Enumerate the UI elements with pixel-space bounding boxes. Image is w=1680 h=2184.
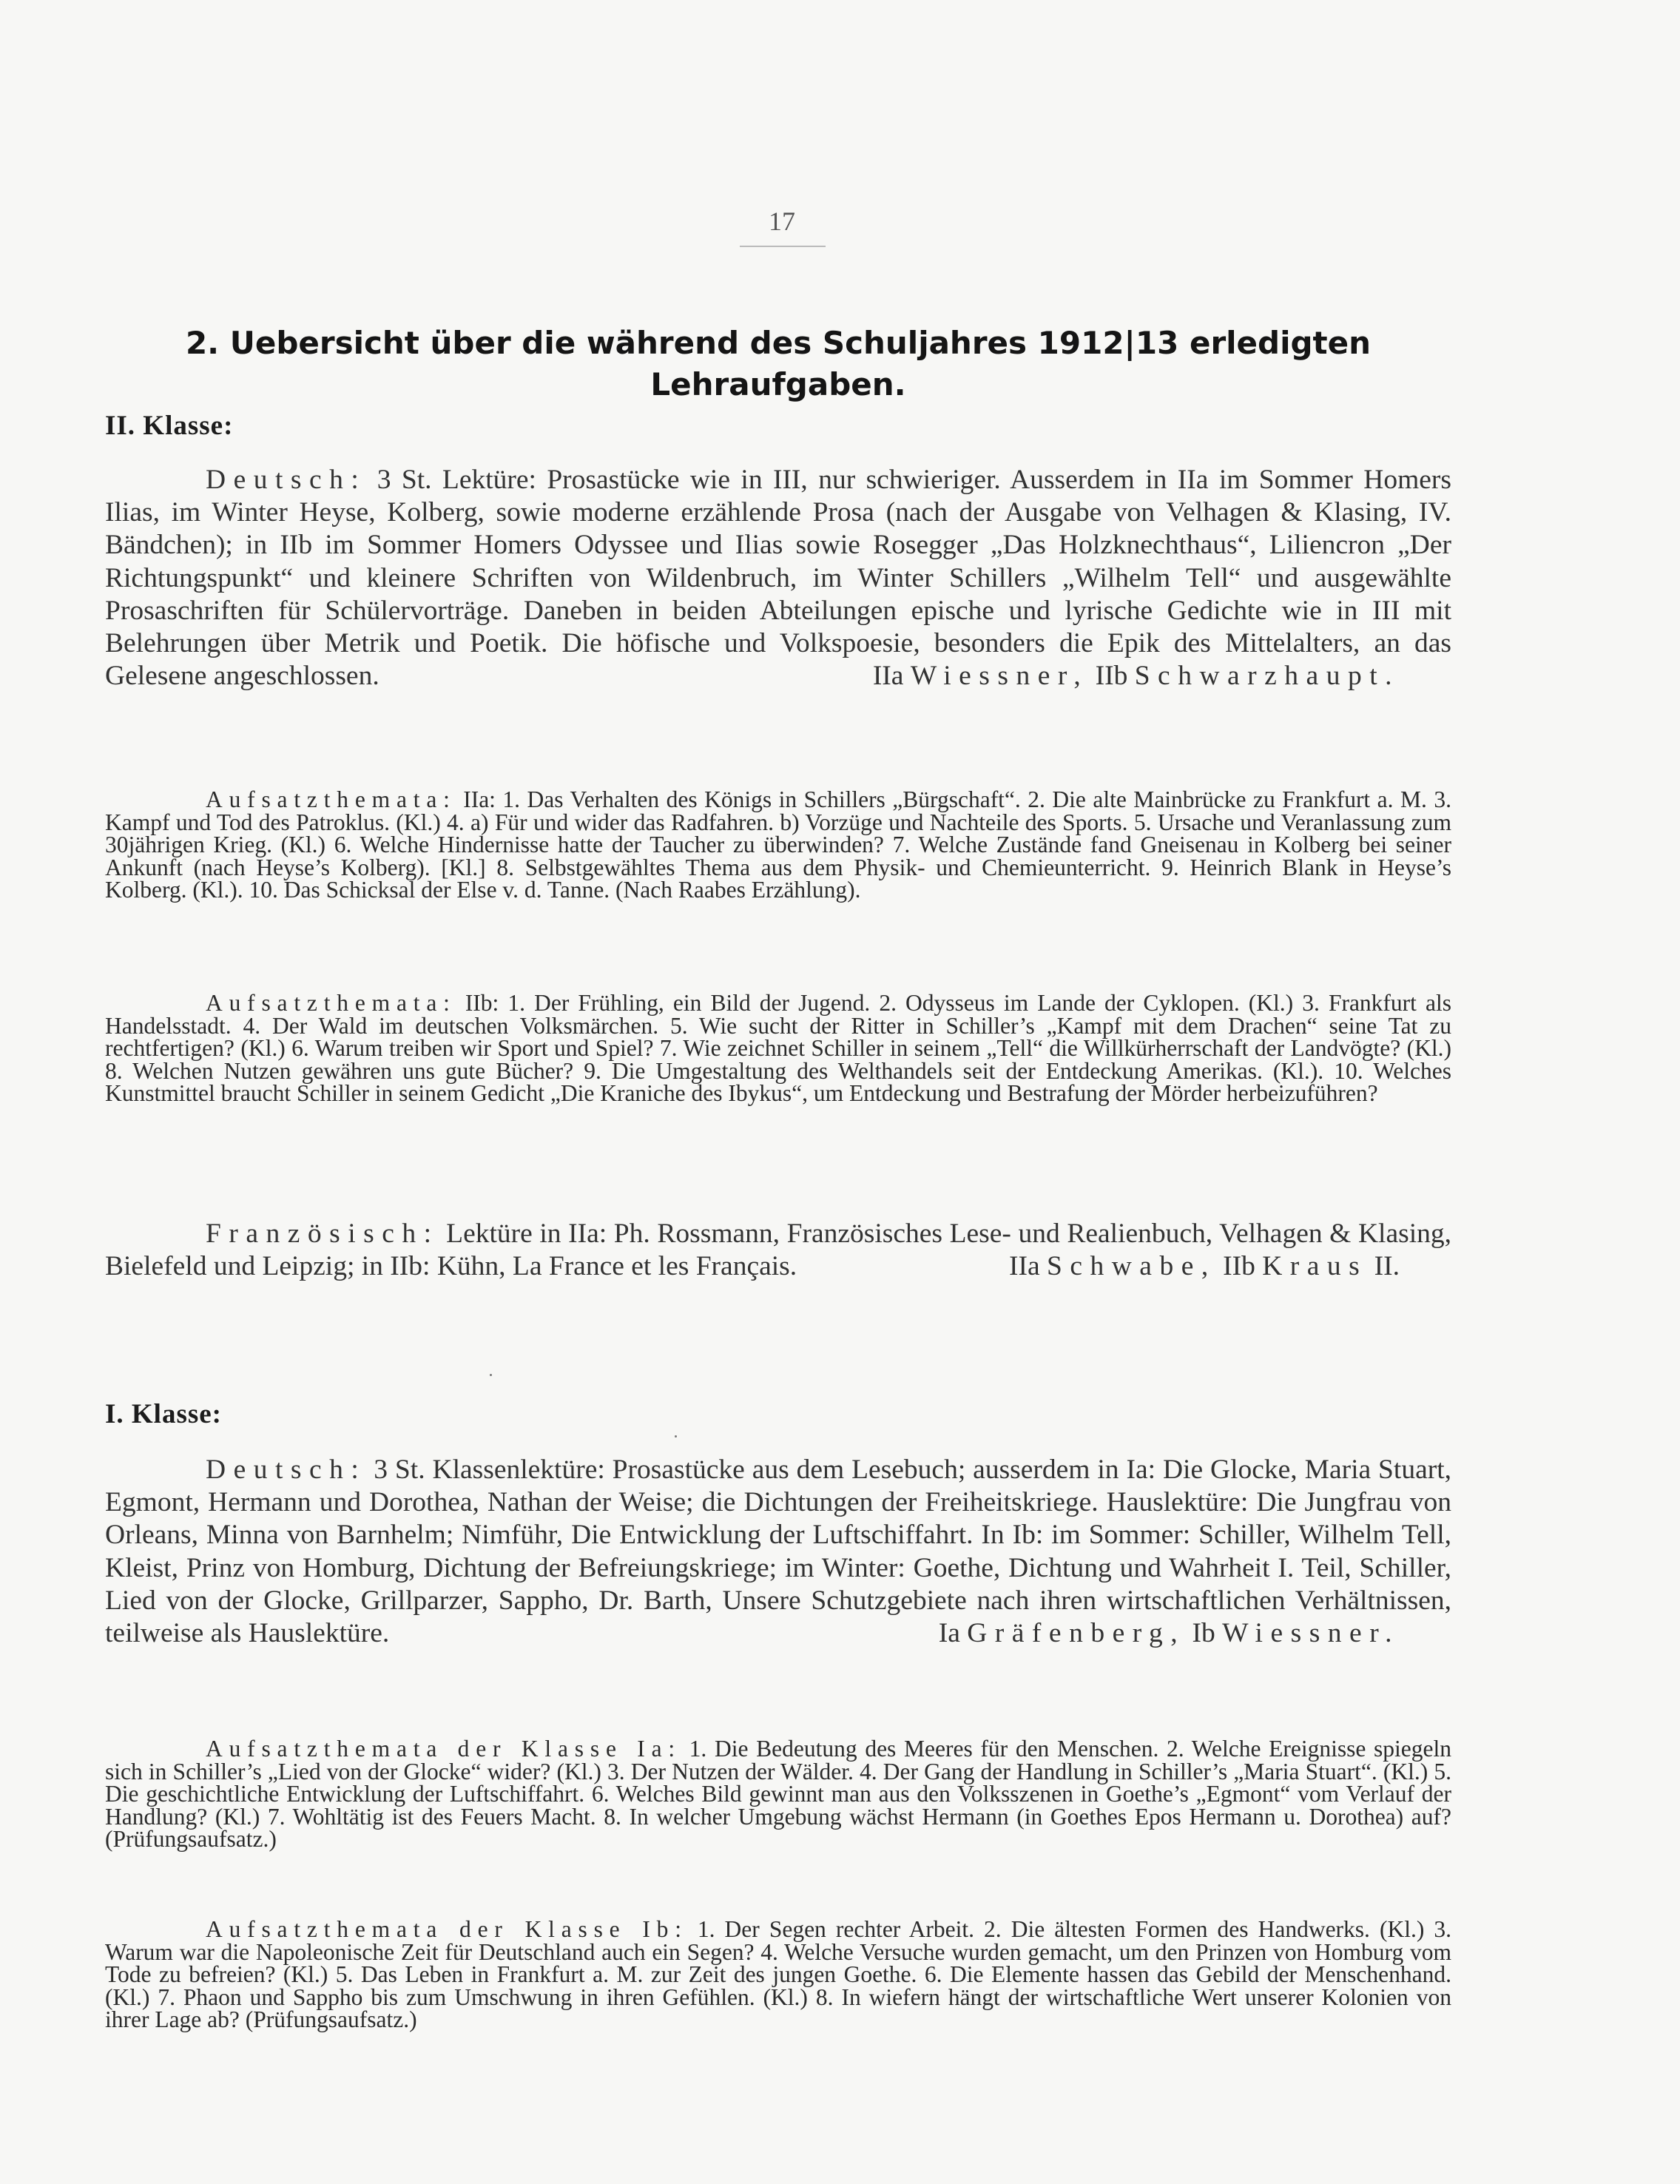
klasse-ii-aufsatz-iia bbox=[105, 786, 1452, 903]
aufsatz-text: 1. Der Segen rechter Arbeit. 2. Die ältesten Formen des Handwerks. (Kl.) 3. Warum war die Napoleonische Zeit für Deutschland auch ein Segen? 4. Welche Versuche wurden gemacht, um den Prinzen von Homburg vom Tode zu befreien? (Kl.) 5. Das Leben in Frankfurt a. M. zur Zeit des jungen Goethe. 6. Die Elemente hassen das Gebild der Menschenhand. (Kl.) 7. Phaon und Sappho bis zum Umschwung in ihren Gefühlen. (Kl.) 8. In wiefern hängt der wirtschaftliche Wert unserer Kolonien von ihrer Lage ab? (Prüfungsaufsatz.) bbox=[105, 1916, 1452, 2032]
klasse-i-deutsch bbox=[105, 1454, 1451, 1650]
aufsatz-text: IIa: 1. Das Verhalten des Königs in Schillers „Bürgschaft“. 2. Die alte Mainbrücke zu Frankfurt a. M. 3. Kampf und Tod des Patroklus. (Kl.) 4. a) Für und wider das Radfahren. b) Vorzüge und Nachteile des Sports. 5. Ursache und Veranlassung zum 30jährigen Krieg. (Kl.) 6. Welche Hindernisse hatte der Taucher zu überwinden? 7. Welche Zustände fand Gneisenau in Kolberg bei seiner Ankunft (nach Heyse’s Kolberg). [Kl.] 8. Selbstgewähltes Thema aus dem Physik- und Chemieunterricht. 9. Heinrich Blank in Heyse’s Kolberg. (Kl.). 10. Das Schicksal der Else v. d. Tanne. (Nach Raabes Erzählung). bbox=[105, 786, 1452, 903]
teacher-attribution: IIa Schwabe, IIb Kraus II. bbox=[1008, 1251, 1400, 1282]
teacher-attribution: IIa Wiessner, IIb Schwarzhaupt. bbox=[872, 661, 1400, 692]
print-speck bbox=[490, 1374, 492, 1376]
klasse-i-aufsatz-ia bbox=[105, 1738, 1451, 1851]
section-title bbox=[105, 323, 1451, 405]
teacher-attribution: Ia Gräfenberg, Ib Wiessner. bbox=[938, 1618, 1400, 1649]
klasse-ii-franzoesisch bbox=[105, 1218, 1451, 1283]
franzoesisch-text: Lektüre in IIa: Ph. Rossmann, Französisches Lese- und Realienbuch, Velhagen & Klasing, Bielefeld und Leipzig; in IIb: Kühn, La France et les Français. bbox=[105, 1219, 1451, 1282]
klasse-ii-aufsatz-iib bbox=[105, 992, 1451, 1105]
section-title-line-1: 2. Uebersicht über die während des Schuljahres 1912|13 erledigten bbox=[185, 325, 1372, 361]
klasse-i-heading: I. Klasse: bbox=[105, 1399, 222, 1429]
page-number-rule bbox=[740, 246, 826, 247]
franzoesisch-label: Französisch: bbox=[206, 1219, 439, 1249]
aufsatz-label: Aufsatzthemata der Klasse Ia: bbox=[206, 1736, 681, 1762]
aufsatz-text: 1. Die Bedeutung des Meeres für den Menschen. 2. Welche Ereignisse spiegeln sich in Schiller’s „Lied von der Glocke“ wider? (Kl.) 3. Der Nutzen der Wälder. 4. Der Gang der Handlung in Schiller’s „Maria Stuart“. (Kl.) 5. Die geschichtliche Entwicklung der Luftschiffahrt. 6. Welches Bild gewinnt man aus den Volksszenen in Goethe’s „Egmont“ vom Verlauf der Handlung? (Kl.) 7. Wohltätig ist des Feuers Macht. 8. In welcher Umgebung wächst Hermann (in Goethes Epos Hermann u. Dorothea) auf? (Prüfungsaufsatz.) bbox=[105, 1736, 1452, 1852]
klasse-ii-heading: II. Klasse: bbox=[105, 411, 234, 441]
aufsatz-label: Aufsatzthemata der Klasse Ib: bbox=[206, 1916, 688, 1942]
section-title-line-2: Lehraufgaben. bbox=[650, 366, 906, 402]
deutsch-text: 3 St. Klassenlektüre: Prosastücke aus dem Lesebuch; ausserdem in Ia: Die Glocke, Maria Stuart, Egmont, Hermann und Dorothea, Nathan der Weise; die Dichtungen der Freiheitskriege. Hauslektüre: Die Jungfrau von Orleans, Minna von Barnhelm; Nimführ, Die Entwicklung der Luftschiffahrt. In Ib: im Sommer: Schiller, Wilhelm Tell, Kleist, Prinz von Homburg, Dichtung der Befreiungskriege; im Winter: Goethe, Dichtung und Wahrheit I. Teil, Schiller, Lied von der Glocke, Grillparzer, Sappho, Dr. Barth, Unsere Schutzgebiete nach ihren wirtschaftlichen Verhältnissen, teilweise als Hauslektüre. bbox=[105, 1455, 1452, 1649]
aufsatz-label: Aufsatzthemata: bbox=[206, 786, 456, 812]
deutsch-label: Deutsch: bbox=[206, 1455, 367, 1485]
print-speck bbox=[675, 1435, 677, 1438]
page-number: 17 bbox=[769, 206, 795, 236]
deutsch-label: Deutsch: bbox=[206, 465, 367, 495]
klasse-ii-deutsch bbox=[105, 464, 1451, 692]
klasse-i-aufsatz-ib bbox=[105, 1918, 1451, 2032]
deutsch-text: 3 St. Lektüre: Prosastücke wie in III, nur schwieriger. Ausserdem in IIa im Sommer Homers Ilias, im Winter Heyse, Kolberg, sowie moderne erzählende Prosa (nach der Ausgabe von Velhagen & Klasing, IV. Bändchen); in IIb im Sommer Homers Odyssee und Ilias sowie Rosegger „Das Holzknechthaus“, Liliencron „Der Richtungspunkt“ und kleinere Schriften von Wildenbruch, im Winter Schillers „Wilhelm Tell“ und ausgewählte Prosaschriften für Schülervorträge. Daneben in beiden Abteilungen epische und lyrische Gedichte wie in III mit Belehrungen über Metrik und Poetik. Die höfische und Volkspoesie, besonders die Epik des Mittelalters, an das Gelesene angeschlossen. bbox=[105, 465, 1451, 692]
aufsatz-text: IIb: 1. Der Frühling, ein Bild der Jugend. 2. Odysseus im Lande der Cyklopen. (Kl.) 3. Frankfurt als Handelsstadt. 4. Der Wald im deutschen Volksmärchen. 5. Wie sucht der Ritter in Schiller’s „Kampf mit dem Drachen“ seine Tat zu rechtfertigen? (Kl.) 6. Warum treiben wir Sport und Spiel? 7. Wie zeichnet Schiller in seinem „Tell“ die Willkürherrschaft der Landvögte? (Kl.) 8. Welchen Nutzen gewähren uns gute Bücher? 9. Die Umgestaltung des Welthandels seit der Entdeckung Amerikas. (Kl.). 10. Welches Kunstmittel braucht Schiller in seinem Gedicht „Die Kraniche des Ibykus“, um Entdeckung und Bestrafung der Mörder herbeizuführen? bbox=[105, 990, 1451, 1106]
aufsatz-label: Aufsatzthemata: bbox=[206, 990, 456, 1016]
document-page bbox=[105, 0, 1451, 2184]
